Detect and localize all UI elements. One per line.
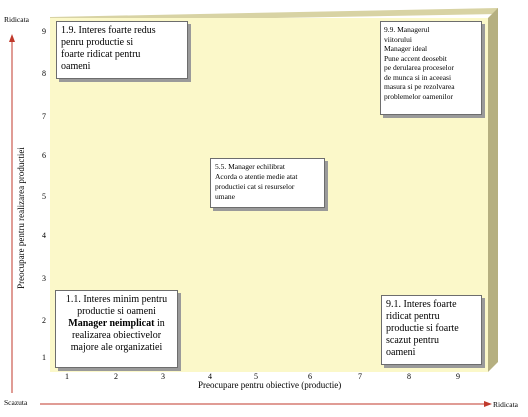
x-tick-label: 9 [456,372,460,381]
box-9-9-line: problemelor oamenilor [384,91,453,101]
box-9-9-line: viitorului [384,34,412,44]
box-9-1-line: oameni [386,347,416,358]
label-bottom-right: Ridicata [493,400,518,409]
x-tick-label: 7 [358,372,362,381]
x-tick-label: 2 [114,372,118,381]
y-tick-label: 5 [42,192,46,201]
x-tick-label: 3 [161,372,165,381]
label-top-left: Ridicata [4,15,29,24]
y-tick-label: 2 [42,316,46,325]
manager-neimplicat-label: Manager neimplicat [68,318,155,329]
box-1-9-line: 1.9. Interes foarte redus [61,25,156,36]
box-9-9-line: pe derularea proceselor [384,63,454,72]
x-tick-label: 1 [65,372,69,381]
box-1-1-line: realizarea obiectivelor [71,330,162,341]
box-9-9 [380,21,482,115]
box-1-1-bold-suffix: in [154,318,165,329]
box-1-1-line: majore ale organizatiei [70,342,163,353]
y-axis-title: Preocupare pentru realizarea productiei [16,147,26,289]
box-1-9 [56,21,188,79]
y-tick-label: 7 [42,112,46,121]
panel-right-bevel [488,8,498,372]
box-9-9-line: Pune accent deosebit [384,53,447,63]
x-axis-arrowhead [484,401,492,407]
box-9-1-line: scazut pentru [386,335,440,346]
box-9-1-line: productie si foarte [386,323,459,334]
box-9-1 [381,295,482,365]
y-tick-label: 3 [42,274,46,283]
label-bottom-left: Scazuta [4,398,28,407]
box-9-9-line: masura si pe rezolvarea [384,82,455,91]
box-9-1-line: 9.1. Interes foarte [386,299,457,310]
y-axis-arrowhead [9,34,15,42]
box-1-1-line-bold [59,318,174,330]
box-9-9-line: Manager ideal [384,44,428,53]
x-tick-label: 8 [407,372,411,381]
box-1-9-line: penru productie si [61,37,134,48]
y-tick-label: 4 [42,231,46,240]
box-1-1-line: 1.1. Interes minim pentru [65,294,168,305]
y-tick-label: 1 [42,353,46,362]
y-tick-label: 9 [42,27,46,36]
x-tick-label: 4 [208,372,212,381]
box-5-5 [210,158,325,208]
box-9-1-line: ridicat pentru [386,311,440,322]
x-axis-title: Preocupare pentru obiective (productie) [198,380,342,390]
y-tick-label: 8 [42,69,46,78]
box-1-1 [55,290,178,368]
y-tick-label: 6 [42,151,46,160]
x-tick-label: 5 [254,372,258,381]
box-9-9-line: 9.9. Managerul [384,25,430,34]
box-1-9-line: foarte ridicat pentru [61,49,141,60]
x-tick-label: 6 [308,372,312,381]
box-1-1-line: productie si oameni [77,306,156,317]
box-9-9-line: de munca si in aceeasi [384,72,452,82]
box-5-5-line: productiei cat si resurselor [215,182,295,191]
box-1-9-line: oameni [61,61,91,72]
box-5-5-line: 5.5. Manager echilibrat [215,162,285,171]
box-5-5-line: Acorda o atentie medie atat [215,172,298,181]
box-5-5-line: umane [215,192,235,201]
